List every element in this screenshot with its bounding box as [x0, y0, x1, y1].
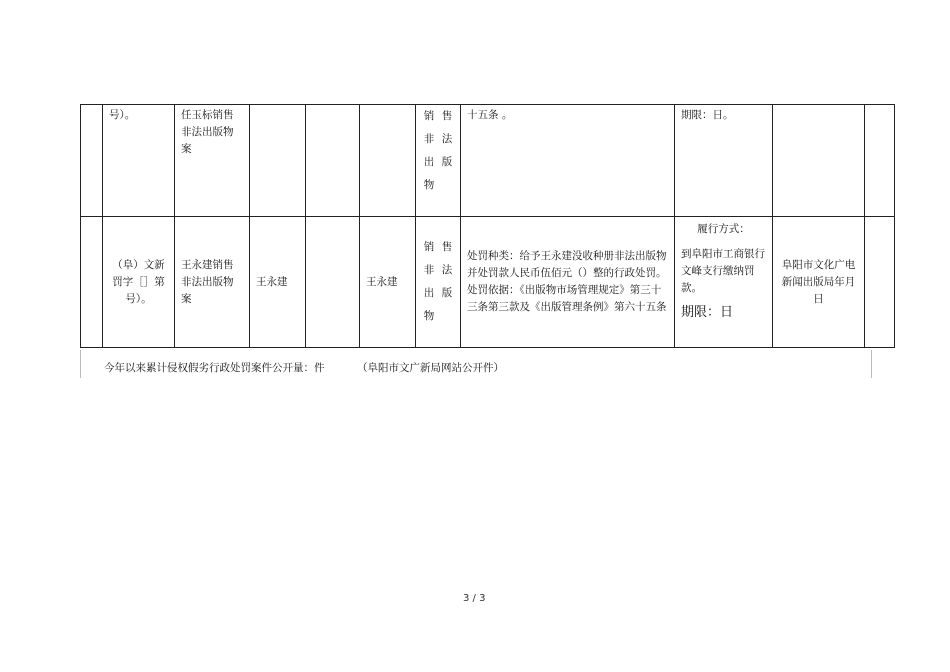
party-cell: 王永建	[250, 217, 306, 348]
violation-type-cell	[416, 105, 461, 217]
page-number: 3 / 3	[463, 593, 486, 604]
party-cell	[250, 105, 306, 217]
footer-source: （阜阳市文广新局网站公开件）	[357, 362, 504, 374]
case-name-cell: 任玉标销售非法出版物案	[175, 105, 250, 217]
authority-cell: 阜阳市文化广电新闻出版局年月日	[773, 217, 865, 348]
name2-cell	[360, 105, 416, 217]
violation-type-text: 销 售 非 法 出 版 物	[423, 110, 453, 191]
table-row	[81, 217, 895, 348]
footer-summary: 今年以来累计侵权假劣行政处罚案件公开量：件	[104, 362, 325, 374]
violation-type-cell	[416, 217, 461, 348]
table-row	[81, 105, 895, 217]
penalty-cell: 处罚种类：给予王永建没收种册非法出版物并处罚款人民币伍佰元（）整的行政处罚。 处罚依据：《出版物市场管理规定》第三十三条第三款及《出版管理条例》第六十五条	[461, 217, 675, 348]
performance-title: 履行方式：	[697, 223, 750, 235]
doc-no-cell: 号）。	[103, 105, 175, 217]
index-cell	[81, 105, 103, 217]
remark-cell	[865, 217, 895, 348]
penalty-cell: 十五条 。	[461, 105, 675, 217]
performance-body: 到阜阳市工商银行文峰支行缴纳罚款。	[681, 248, 765, 294]
legal-rep-cell	[306, 217, 360, 348]
authority-cell	[773, 105, 865, 217]
doc-no-cell: （阜）文新罚字［］第号）。	[103, 217, 175, 348]
legal-rep-cell	[306, 105, 360, 217]
remark-cell	[865, 105, 895, 217]
performance-cell: 期限：日。	[675, 105, 773, 217]
name2-cell: 王永建	[360, 217, 416, 348]
violation-type-text: 销 售 非 法 出 版 物	[423, 241, 453, 322]
performance-cell	[675, 217, 773, 348]
performance-deadline: 期限：日	[681, 305, 734, 320]
index-cell	[81, 217, 103, 348]
penalty-table	[80, 104, 895, 348]
case-name-cell: 王永建销售非法出版物案	[175, 217, 250, 348]
